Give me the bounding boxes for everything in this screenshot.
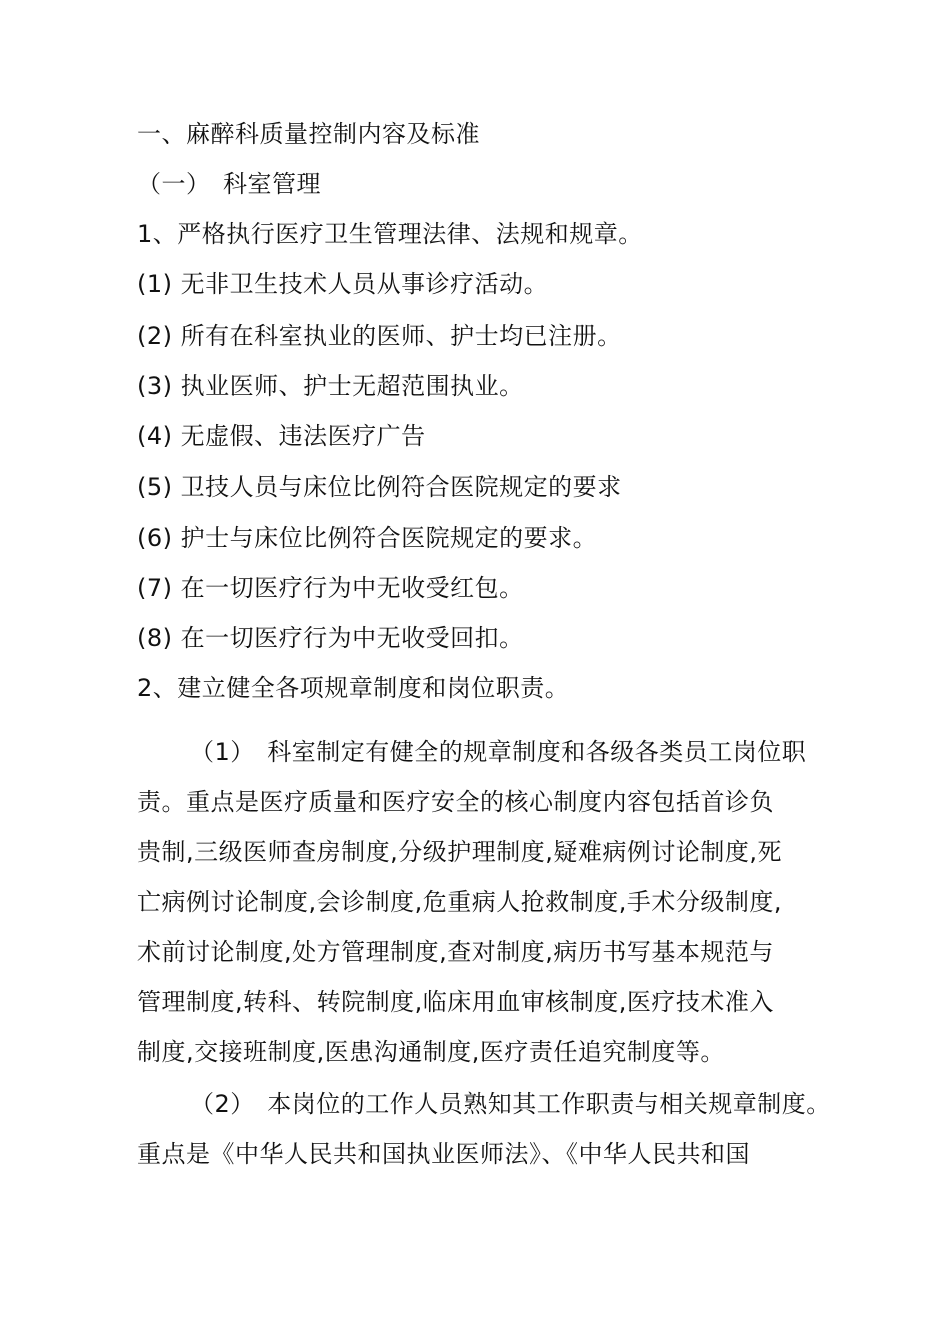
paragraph1-line: 责。重点是医疗质量和医疗安全的核心制度内容包括首诊负: [137, 788, 774, 816]
paragraph1-line: 制度,交接班制度,医患沟通制度,医疗责任追究制度等。: [137, 1038, 725, 1066]
paragraph1-line: （1） 科室制定有健全的规章制度和各级各类员工岗位职: [190, 738, 807, 766]
document-subheading: （一） 科室管理: [137, 170, 321, 198]
section1-title: 1、严格执行医疗卫生管理法律、法规和规章。: [137, 220, 643, 248]
section1-item: (2) 所有在科室执业的医师、护士均已注册。: [137, 322, 622, 350]
section1-item: (1) 无非卫生技术人员从事诊疗活动。: [137, 270, 549, 298]
section1-item: (8) 在一切医疗行为中无收受回扣。: [137, 624, 524, 652]
section1-item: (6) 护士与床位比例符合医院规定的要求。: [137, 524, 598, 552]
paragraph2-line: （2） 本岗位的工作人员熟知其工作职责与相关规章制度。: [190, 1090, 831, 1118]
section1-item: (4) 无虚假、违法医疗广告: [137, 422, 426, 450]
section2-title: 2、建立健全各项规章制度和岗位职责。: [137, 674, 570, 702]
paragraph1-line: 贵制,三级医师查房制度,分级护理制度,疑难病例讨论制度,死: [137, 838, 783, 866]
section1-item: (7) 在一切医疗行为中无收受红包。: [137, 574, 524, 602]
section1-item: (5) 卫技人员与床位比例符合医院规定的要求: [137, 473, 622, 501]
paragraph2-line: 重点是《中华人民共和国执业医师法》、《中华人民共和国: [137, 1140, 750, 1168]
paragraph1-line: 亡病例讨论制度,会诊制度,危重病人抢救制度,手术分级制度,: [137, 888, 783, 916]
paragraph1-line: 管理制度,转科、转院制度,临床用血审核制度,医疗技术准入: [137, 988, 774, 1016]
section1-item: (3) 执业医师、护士无超范围执业。: [137, 372, 524, 400]
document-heading: 一、麻醉科质量控制内容及标准: [137, 120, 480, 148]
paragraph1-line: 术前讨论制度,处方管理制度,查对制度,病历书写基本规范与: [137, 938, 774, 966]
